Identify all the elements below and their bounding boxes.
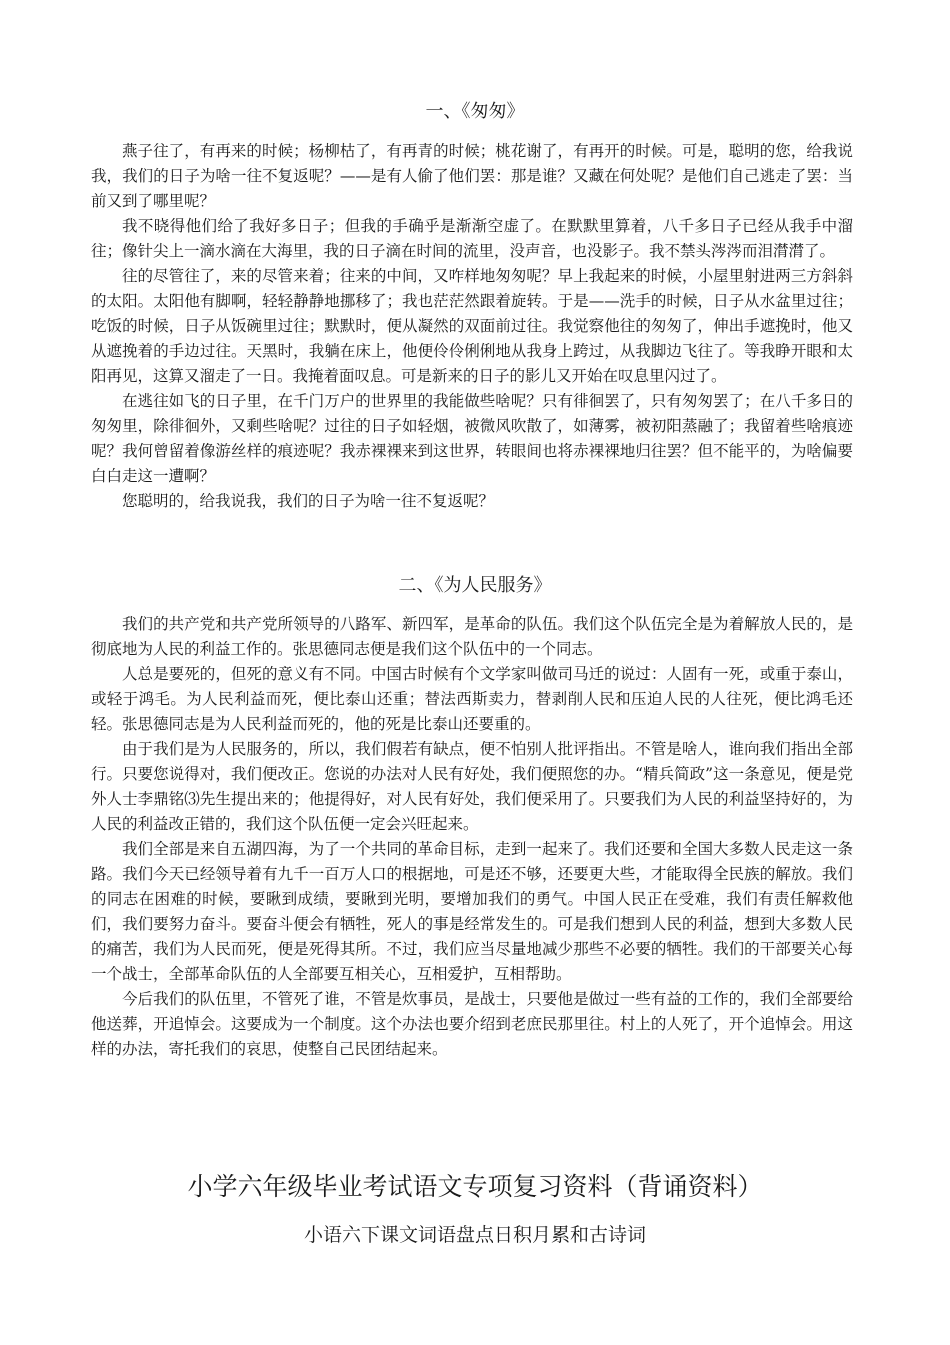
paragraph: 燕子往了，有再来的时候；杨柳枯了，有再青的时候；桃花谢了，有再开的时候。可是，聪明的您，给我说我，我们的日子为啥一往不复返呢？——是有人偷了他们罢：那是谁？又藏在何处呢？是他们自己逃走了罢：当前又到了哪里呢？ <box>91 142 853 210</box>
section-title-congcong: 一、《匆匆》 <box>425 101 525 122</box>
section-body-congcong <box>91 139 853 514</box>
document-sub-heading: 小语六下课文词语盘点日积月累和古诗词 <box>303 1224 646 1246</box>
paragraph: 人总是要死的，但死的意义有不同。中国古时候有个文学家叫做司马迁的说过：人固有一死，或重于泰山，或轻于鸿毛。为人民利益而死，便比泰山还重；替法西斯卖力，替剥削人民和压迫人民的人往死，便比鸿毛还轻。张思德同志是为人民利益而死的，他的死是比泰山还要重的。 <box>91 665 853 733</box>
paragraph: 我们全部是来自五湖四海，为了一个共同的革命目标，走到一起来了。我们还要和全国大多数人民走这一条路。我们今天已经领导着有九千一百万人口的根据地，可是还不够，还要更大些，才能取得全民族的解放。我们的同志在困难的时候，要瞅到成绩，要瞅到光明，要增加我们的勇气。中国人民正在受难，我们有责任解救他们，我们要努力奋斗。要奋斗便会有牺牲，死人的事是经常发生的。可是我们想到人民的利益，想到大多数人民的痛苦，我们为人民而死，便是死得其所。不过，我们应当尽量地减少那些不必要的牺牲。我们的干部要关心每一个战士，全部革命队伍的人全部要互相关心，互相爱护，互相帮助。 <box>91 840 853 983</box>
section-body-serve-the-people <box>91 612 853 1062</box>
paragraph: 今后我们的队伍里，不管死了谁，不管是炊事员，是战士，只要他是做过一些有益的工作的，我们全部要给他送葬，开追悼会。这要成为一个制度。这个办法也要介绍到老庶民那里往。村上的人死了，开个追悼会。用这样的办法，寄托我们的哀思，使整自己民团结起来。 <box>91 990 853 1058</box>
paragraph: 在逃往如飞的日子里，在千门万户的世界里的我能做些啥呢？只有徘徊罢了，只有匆匆罢了；在八千多日的匆匆里，除徘徊外，又剩些啥呢？过往的日子如轻烟，被微风吹散了，如薄雾，被初阳蒸融了；我留着些啥痕迹呢？我何曾留着像游丝样的痕迹呢？我赤裸裸来到这世界，转眼间也将赤裸裸地归往罢？但不能平的，为啥偏要白白走这一遭啊？ <box>91 392 853 485</box>
paragraph: 您聪明的，给我说我，我们的日子为啥一往不复返呢？ <box>122 492 495 510</box>
paragraph: 我们的共产党和共产党所领导的八路军、新四军，是革命的队伍。我们这个队伍完全是为着解放人民的，是彻底地为人民的利益工作的。张思德同志便是我们这个队伍中的一个同志。 <box>91 615 853 658</box>
paragraph: 我不晓得他们给了我好多日子；但我的手确乎是渐渐空虚了。在默默里算着，八千多日子已经从我手中溜往；像针尖上一滴水滴在大海里，我的日子滴在时间的流里，没声音，也没影子。我不禁头涔涔而泪潸潸了。 <box>91 217 853 260</box>
document-main-heading: 小学六年级毕业考试语文专项复习资料（背诵资料） <box>187 1172 763 1201</box>
section-title-serve-the-people: 二、《为人民服务》 <box>398 575 552 596</box>
paragraph: 往的尽管往了，来的尽管来着；往来的中间，又咋样地匆匆呢？早上我起来的时候，小屋里射进两三方斜斜的太阳。太阳他有脚啊，轻轻静静地挪移了；我也茫茫然跟着旋转。于是——洗手的时候，日子从水盆里过往；吃饭的时候，日子从饭碗里过往；默默时，便从凝然的双面前过往。我觉察他往的匆匆了，伸出手遮挽时，他又从遮挽着的手边过往。天黑时，我躺在床上，他便伶伶俐俐地从我身上跨过，从我脚边飞往了。等我睁开眼和太阳再见，这算又溜走了一日。我掩着面叹息。可是新来的日子的影儿又开始在叹息里闪过了。 <box>91 267 853 385</box>
paragraph: 由于我们是为人民服务的，所以，我们假若有缺点，便不怕别人批评指出。不管是啥人，谁向我们指出全部行。只要您说得对，我们便改正。您说的办法对人民有好处，我们便照您的办。“精兵简政”这一条意见，便是党外人士李鼎铭⑶先生提出来的；他提得好，对人民有好处，我们便采用了。只要我们为人民的利益坚持好的，为人民的利益改正错的，我们这个队伍便一定会兴旺起来。 <box>91 740 853 833</box>
